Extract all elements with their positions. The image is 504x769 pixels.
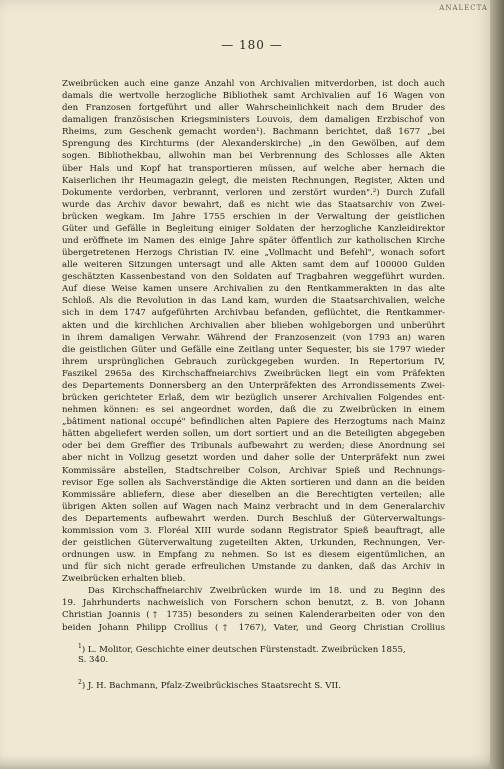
footnote-text: ) J. H. Bachmann, Pfalz-Zweibrückisches Staatsrecht S. VII.	[81, 681, 341, 692]
footnote-gap	[62, 634, 445, 641]
text-line: akten und die kirchlichen Archivalien aber blieben wohlgeborgen und unberührt	[62, 320, 445, 331]
text-line: übergetretenen Herzogs Christian IV. eine „Vollmacht und Befehl", wonach sofort	[62, 248, 445, 259]
page-edge-shadow	[490, 0, 504, 769]
text-line: Christian Joannis († 1735) besonders zu seinen Kalenderarbeiten oder von den	[62, 610, 445, 621]
text-line: und für sich nicht gerade erfreulichen Umstande zu danken, daß das Archiv in	[62, 562, 445, 573]
text-line: Sprengung des Kirchturms (der Alexanderskirche) „in den Gewölben, auf dem	[62, 139, 445, 150]
footnote	[62, 641, 445, 667]
text-line: Schloß. Als die Revolution in das Land kam, wurden die Staatsarchivalien, welche	[62, 296, 445, 307]
text-line: den Franzosen fortgeführt und aller Wahrscheinlichkeit nach dem Bruder des	[62, 103, 445, 114]
text-line: geschätzten Kassenbestand von den Soldaten auf Tragbahren weggeführt wurden.	[62, 272, 445, 283]
text-line: beiden Johann Philipp Crollius († 1767), Vater, und Georg Christian Crollius	[62, 622, 445, 633]
text-line: ordnungen usw. in Empfang zu nehmen. So ist es diesem eigentümlichen, an	[62, 550, 445, 561]
text-line: Das Kirchschaffneiarchiv Zweibrücken wurde im 18. und zu Beginn des	[88, 586, 445, 597]
text-line: der geistlichen Güterverwaltung zugeteilten Akten, Urkunden, Rechnungen, Ver-	[62, 537, 445, 548]
text-line: des Departements Donnersberg an den Unterpräfekten des Arrondissements Zwei-	[62, 380, 445, 391]
text-line: Zweibrücken erhalten blieb.	[62, 574, 186, 585]
text-line: Kommissäre abstellen, Stadtschreiber Colson, Archivar Spieß und Rechnungs-	[62, 465, 445, 476]
text-line: Güter und Gefälle in Begleitung einiger Soldaten der herzogliche Kanzleidirektor	[62, 223, 445, 234]
text-line: revisor Ege sollen als Sachverständige die Akten sortieren und dann an die beiden	[62, 477, 445, 488]
text-line: brücken wegkam. Im Jahre 1755 erschien in der Verwaltung der geistlichen	[62, 211, 445, 222]
text-line: alle weiteren Sitzungen untersagt und alle Akten samt dem auf 100000 Gulden	[62, 260, 445, 271]
text-line: Faszikel 2965a des Kirchschaffneiarchivs Zweibrücken liegt ein vom Präfekten	[62, 368, 445, 379]
footnote-text: ) L. Molitor, Geschichte einer deutschen Fürstenstadt. Zweibrücken 1855,	[81, 644, 406, 655]
corner-stamp: ANALECTA	[439, 4, 488, 12]
text-line: des Departements aufbewahrt werden. Durch Beschluß der Güterverwaltungs-	[62, 513, 445, 524]
footnote-mark: 1	[78, 642, 82, 650]
page-number: — 180 —	[221, 38, 283, 52]
text-line: Rheims, zum Geschenk gemacht worden¹). Bachmann berichtet, daß 1677 „bei	[62, 127, 445, 138]
text-line: sich in dem 1747 aufgeführten Archivbau befanden, geflüchtet, die Rentkammer-	[62, 308, 445, 319]
text-line: brücken gerichteter Erlaß, dem wir bezüglich unserer Archivalien Folgendes ent-	[62, 393, 445, 404]
text-line: Zweibrücken auch eine ganze Anzahl von Archivalien mitverdorben, ist doch auch	[62, 79, 445, 89]
footnote-mark: 2	[78, 679, 82, 687]
body-text	[62, 78, 445, 703]
text-line: „bâtiment national occupé" befindlichen alten Papiere des Herzogtums nach Mainz	[62, 417, 445, 428]
text-line: hätten abgeliefert werden sollen, um dort sortiert und an die Beteiligten abgegeben	[62, 429, 445, 440]
text-line: Kommissäre abliefern, diese aber dieselben an die Berechtigten verteilen; alle	[62, 489, 445, 500]
text-line: oder bei dem Greffier des Tribunals aufbewahrt zu werden; diese Anordnung sei	[62, 441, 445, 452]
text-line: Dokumente verdorben, verbrannt, verloren und zerstört wurden".²) Durch Zufall	[62, 187, 445, 198]
footnote-text-continued: S. 340.	[78, 655, 109, 666]
text-line: über Hals und Kopf hat transportieren müssen, auf welche aber hernach die	[62, 163, 445, 174]
text-line: kommission vom 3. Floréal XIII wurde sodann Registrator Spieß beauftragt, alle	[62, 525, 445, 536]
text-line: in ihrem damaligen Verwahr. Während der Franzosenzeit (von 1793 an) waren	[62, 332, 445, 343]
text-line: Auf diese Weise kamen unsere Archivalien zu den Rentkammerakten in das alte	[62, 284, 445, 295]
footnote	[62, 677, 445, 692]
text-line: wurde das Archiv davor bewahrt, daß es nicht wie das Staatsarchiv von Zwei-	[62, 199, 445, 210]
text-line: die geistlichen Güter und Gefälle eine Zeitlang unter Sequester, bis sie 1797 wieder	[62, 344, 445, 355]
text-line: aber nicht in Vollzug gesetzt worden und daher solle der Unterpräfekt nun zwei	[62, 453, 445, 464]
text-line: damaligen französischen Kriegsministers Louvois, dem damaligen Erzbischof von	[62, 115, 445, 126]
text-line: Kaiserlichen ihr Heumagazin gelegt, die meisten Rechnungen, Register, Akten und	[62, 175, 445, 186]
text-line: nehmen können: es sei angeordnet worden, daß die zu Zweibrücken in einem	[62, 405, 445, 416]
text-line: übrigen Akten sollen auf Wagen nach Mainz verbracht und in dem Generalarchiv	[62, 501, 445, 512]
text-line: und eröffnete im Namen des einige Jahre später öffentlich zur katholischen Kirche	[62, 236, 445, 247]
text-line: damals die wertvolle herzogliche Bibliothek samt Archivalien auf 16 Wagen von	[62, 91, 445, 102]
text-line: 19. Jahrhunderts nachweislich von Forschern schon benutzt, z. B. von Johann	[62, 598, 445, 609]
text-line: ihrem ursprünglichen Gebrauch zurückgegeben wurden. In Repertorium IV,	[62, 356, 445, 367]
text-line: sogen. Bibliothekbau, allwohin man bei Verbrennung des Schlosses alle Akten	[62, 151, 445, 162]
